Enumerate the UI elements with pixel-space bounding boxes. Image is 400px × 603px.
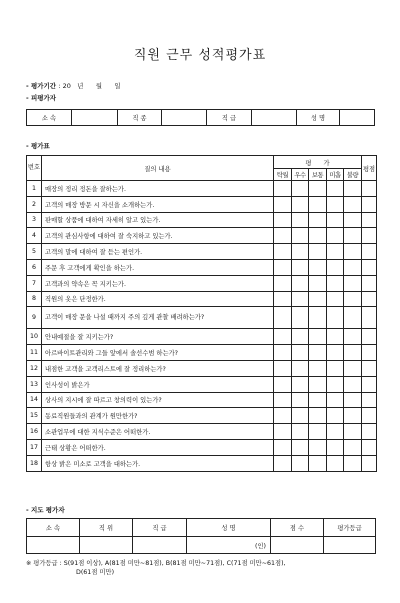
column-rating-group-header: 평 가 [274, 156, 362, 169]
rating-cell[interactable] [274, 212, 292, 228]
question-number: 3 [27, 212, 42, 228]
department-label: 소 속 [27, 110, 72, 126]
rating-cell[interactable] [274, 196, 292, 212]
score-cell[interactable] [362, 275, 377, 291]
question-number: 5 [27, 244, 42, 260]
supervisor-grade-value[interactable] [324, 537, 376, 554]
rating-cell[interactable] [292, 291, 309, 307]
question-text: 판매할 상품에 대하여 자세히 알고 있는가. [42, 212, 274, 228]
evaluation-period-value: : 20 년 월 일 [58, 82, 121, 90]
score-cell[interactable] [362, 439, 377, 455]
supervisor-score-header: 점 수 [271, 519, 324, 537]
question-row [27, 196, 377, 212]
rating-cell[interactable] [309, 439, 327, 455]
rating-cell[interactable] [344, 424, 362, 440]
question-text: 고객이 매장 문을 나설 때까지 주의 깊게 관찰 배려하는가? [42, 307, 274, 329]
rating-cell[interactable] [344, 345, 362, 361]
rating-cell[interactable] [327, 228, 344, 244]
rating-cell[interactable] [309, 259, 327, 275]
question-row [27, 291, 377, 307]
rating-cell[interactable] [309, 275, 327, 291]
question-text: 내점한 고객을 고객리스트에 잘 정리하는가? [42, 360, 274, 376]
question-row [27, 275, 377, 291]
rating-cell[interactable] [292, 244, 309, 260]
score-cell[interactable] [362, 329, 377, 345]
rating-cell[interactable] [292, 360, 309, 376]
rating-cell[interactable] [309, 392, 327, 408]
grade-good-header: 우수 [292, 169, 309, 181]
rating-cell[interactable] [344, 376, 362, 392]
supervisor-grade-header: 평가등급 [324, 519, 376, 537]
rating-cell[interactable] [274, 244, 292, 260]
evaluation-period-label: - 평가기간 [26, 82, 57, 90]
question-number: 13 [27, 376, 42, 392]
question-text: 고객과의 약속은 꼭 지키는가. [42, 275, 274, 291]
evaluation-rows [27, 181, 377, 472]
question-text: 안내예절을 잘 지키는가? [42, 329, 274, 345]
question-text: 소관업무에 대한 지식수준은 어떠한가. [42, 424, 274, 440]
rating-cell[interactable] [344, 307, 362, 329]
supervisor-score-value[interactable] [271, 537, 324, 554]
rating-cell[interactable] [327, 345, 344, 361]
rating-cell[interactable] [327, 212, 344, 228]
rating-cell[interactable] [344, 329, 362, 345]
rating-cell[interactable] [292, 455, 309, 471]
question-number: 4 [27, 228, 42, 244]
name-value[interactable] [340, 110, 375, 126]
rating-cell[interactable] [344, 455, 362, 471]
question-row [27, 181, 377, 197]
grade-footnote [26, 559, 376, 577]
rating-cell[interactable] [327, 392, 344, 408]
column-score-header: 평점 [362, 156, 377, 181]
question-number: 15 [27, 408, 42, 424]
supervisor-table [26, 518, 376, 554]
question-number: 11 [27, 345, 42, 361]
rating-cell[interactable] [274, 181, 292, 197]
grade-bad-header: 불량 [344, 169, 362, 181]
question-row [27, 212, 377, 228]
rating-cell[interactable] [327, 259, 344, 275]
rating-cell[interactable] [292, 181, 309, 197]
score-cell[interactable] [362, 424, 377, 440]
grade-poor-header: 미흡 [327, 169, 344, 181]
rating-cell[interactable] [309, 212, 327, 228]
question-text: 고객의 말에 대하여 잘 듣는 편인가. [42, 244, 274, 260]
supervisor-position-value[interactable] [80, 537, 133, 554]
question-text: 매장의 정리 정돈을 잘하는가. [42, 181, 274, 197]
rating-cell[interactable] [344, 228, 362, 244]
score-cell[interactable] [362, 259, 377, 275]
rating-cell[interactable] [274, 360, 292, 376]
rating-cell[interactable] [292, 376, 309, 392]
rating-cell[interactable] [344, 275, 362, 291]
rating-cell[interactable] [309, 376, 327, 392]
question-number: 17 [27, 439, 42, 455]
rating-cell[interactable] [292, 424, 309, 440]
column-question-header: 질의 내용 [42, 156, 274, 181]
supervisor-rank-header: 직 급 [133, 519, 187, 537]
rating-cell[interactable] [292, 345, 309, 361]
supervisor-section-heading: - 지도 평가자 [26, 506, 65, 514]
rating-cell[interactable] [274, 228, 292, 244]
rating-cell[interactable] [274, 455, 292, 471]
job-type-label: 직 종 [118, 110, 162, 126]
supervisor-department-value[interactable] [27, 537, 80, 554]
question-number: 6 [27, 259, 42, 275]
evaluee-section-heading: - 피평가자 [26, 94, 57, 102]
question-number: 16 [27, 424, 42, 440]
rating-cell[interactable] [327, 307, 344, 329]
question-number: 10 [27, 329, 42, 345]
rating-cell[interactable] [274, 275, 292, 291]
grade-average-header: 보통 [309, 169, 327, 181]
question-text: 고객의 관심사항에 대하여 잘 숙지하고 있는가. [42, 228, 274, 244]
rating-cell[interactable] [309, 196, 327, 212]
rating-cell[interactable] [344, 181, 362, 197]
score-cell[interactable] [362, 360, 377, 376]
rank-label: 직 급 [207, 110, 252, 126]
question-text: 아르바이트관리와 그들 앞에서 솔선수범 하는가? [42, 345, 274, 361]
supervisor-department-header: 소 속 [27, 519, 80, 537]
rating-cell[interactable] [327, 291, 344, 307]
rating-cell[interactable] [327, 181, 344, 197]
question-number: 8 [27, 291, 42, 307]
question-row [27, 307, 377, 329]
rating-cell[interactable] [344, 259, 362, 275]
question-number: 12 [27, 360, 42, 376]
rating-cell[interactable] [274, 329, 292, 345]
rating-cell[interactable] [292, 439, 309, 455]
rating-cell[interactable] [327, 408, 344, 424]
question-text: 인사성이 밝은가 [42, 376, 274, 392]
job-type-value[interactable] [162, 110, 207, 126]
rating-cell[interactable] [292, 329, 309, 345]
question-number: 18 [27, 455, 42, 471]
name-label: 성 명 [297, 110, 340, 126]
rating-cell[interactable] [274, 424, 292, 440]
rating-cell[interactable] [344, 439, 362, 455]
rating-cell[interactable] [327, 455, 344, 471]
rating-cell[interactable] [274, 439, 292, 455]
rank-value[interactable] [252, 110, 297, 126]
supervisor-name-header: 성 명 [187, 519, 271, 537]
evaluation-table [26, 155, 377, 472]
question-number: 7 [27, 275, 42, 291]
rating-cell[interactable] [327, 244, 344, 260]
rating-cell[interactable] [344, 360, 362, 376]
rating-cell[interactable] [274, 408, 292, 424]
rating-cell[interactable] [292, 259, 309, 275]
rating-cell[interactable] [309, 329, 327, 345]
page-title: 직원 근무 성적평가표 [133, 48, 267, 63]
grade-excellent-header: 탁월 [274, 169, 292, 181]
question-row [27, 360, 377, 376]
score-cell[interactable] [362, 392, 377, 408]
rating-cell[interactable] [309, 345, 327, 361]
question-row [27, 376, 377, 392]
question-text: 직원의 옷은 단정한가. [42, 291, 274, 307]
rating-cell[interactable] [274, 345, 292, 361]
rating-cell[interactable] [292, 392, 309, 408]
question-text: 동료직원들과의 관계가 원만한가? [42, 408, 274, 424]
supervisor-signature-field[interactable]: (인) [187, 537, 271, 554]
rating-cell[interactable] [327, 196, 344, 212]
score-cell[interactable] [362, 455, 377, 471]
score-cell[interactable] [362, 291, 377, 307]
question-text: 상사의 지시에 잘 따르고 창의력이 있는가? [42, 392, 274, 408]
question-number: 14 [27, 392, 42, 408]
score-cell[interactable] [362, 196, 377, 212]
department-value[interactable] [72, 110, 118, 126]
score-cell[interactable] [362, 376, 377, 392]
question-row [27, 455, 377, 471]
rating-cell[interactable] [344, 291, 362, 307]
rating-cell[interactable] [327, 275, 344, 291]
rating-cell[interactable] [344, 392, 362, 408]
evaluation-period [26, 81, 121, 90]
score-cell[interactable] [362, 345, 377, 361]
rating-cell[interactable] [327, 439, 344, 455]
rating-cell[interactable] [327, 376, 344, 392]
question-number: 9 [27, 307, 42, 329]
score-cell[interactable] [362, 307, 377, 329]
question-text: 고객의 매장 방문 시 자신을 소개하는가. [42, 196, 274, 212]
question-row [27, 228, 377, 244]
evaluee-table [26, 109, 375, 126]
question-text: 주문 후 고객에게 확인을 하는가. [42, 259, 274, 275]
rating-cell[interactable] [344, 408, 362, 424]
rating-cell[interactable] [327, 329, 344, 345]
rating-cell[interactable] [292, 212, 309, 228]
rating-cell[interactable] [344, 196, 362, 212]
rating-cell[interactable] [344, 244, 362, 260]
rating-cell[interactable] [292, 228, 309, 244]
score-cell[interactable] [362, 408, 377, 424]
rating-cell[interactable] [344, 212, 362, 228]
rating-cell[interactable] [274, 307, 292, 329]
rating-cell[interactable] [327, 424, 344, 440]
rating-cell[interactable] [327, 360, 344, 376]
question-row [27, 408, 377, 424]
rating-cell[interactable] [309, 360, 327, 376]
score-cell[interactable] [362, 228, 377, 244]
question-row [27, 345, 377, 361]
rating-cell[interactable] [309, 424, 327, 440]
question-row [27, 392, 377, 408]
score-cell[interactable] [362, 244, 377, 260]
question-row [27, 329, 377, 345]
rating-cell[interactable] [309, 307, 327, 329]
question-text: 근태 상황은 어떠한가. [42, 439, 274, 455]
rating-cell[interactable] [292, 275, 309, 291]
rating-cell[interactable] [274, 291, 292, 307]
score-cell[interactable] [362, 212, 377, 228]
column-number-header: 번호 [27, 156, 42, 181]
question-row [27, 439, 377, 455]
question-number: 2 [27, 196, 42, 212]
rating-cell[interactable] [309, 408, 327, 424]
rating-cell[interactable] [292, 408, 309, 424]
rating-cell[interactable] [309, 181, 327, 197]
rating-cell[interactable] [274, 259, 292, 275]
rating-cell[interactable] [309, 244, 327, 260]
rating-cell[interactable] [309, 228, 327, 244]
question-number: 1 [27, 181, 42, 197]
question-row [27, 244, 377, 260]
rating-cell[interactable] [309, 455, 327, 471]
score-cell[interactable] [362, 181, 377, 197]
eval-section-heading: - 평가표 [26, 142, 50, 150]
question-row [27, 259, 377, 275]
question-row [27, 424, 377, 440]
grade-footnote-line1: ※ 평가등급 : S(91점 이상), A(81점 미만~81점), B(81점 미만~71점), C(71점 미만~61점), [26, 560, 286, 567]
rating-cell[interactable] [274, 376, 292, 392]
rating-cell[interactable] [309, 291, 327, 307]
rating-cell[interactable] [292, 307, 309, 329]
supervisor-rank-value[interactable] [133, 537, 187, 554]
question-text: 항상 밝은 미소로 고객을 대하는가. [42, 455, 274, 471]
grade-footnote-line2: D(61점 미만) [76, 569, 115, 576]
supervisor-position-header: 직 위 [80, 519, 133, 537]
rating-cell[interactable] [292, 196, 309, 212]
rating-cell[interactable] [274, 392, 292, 408]
